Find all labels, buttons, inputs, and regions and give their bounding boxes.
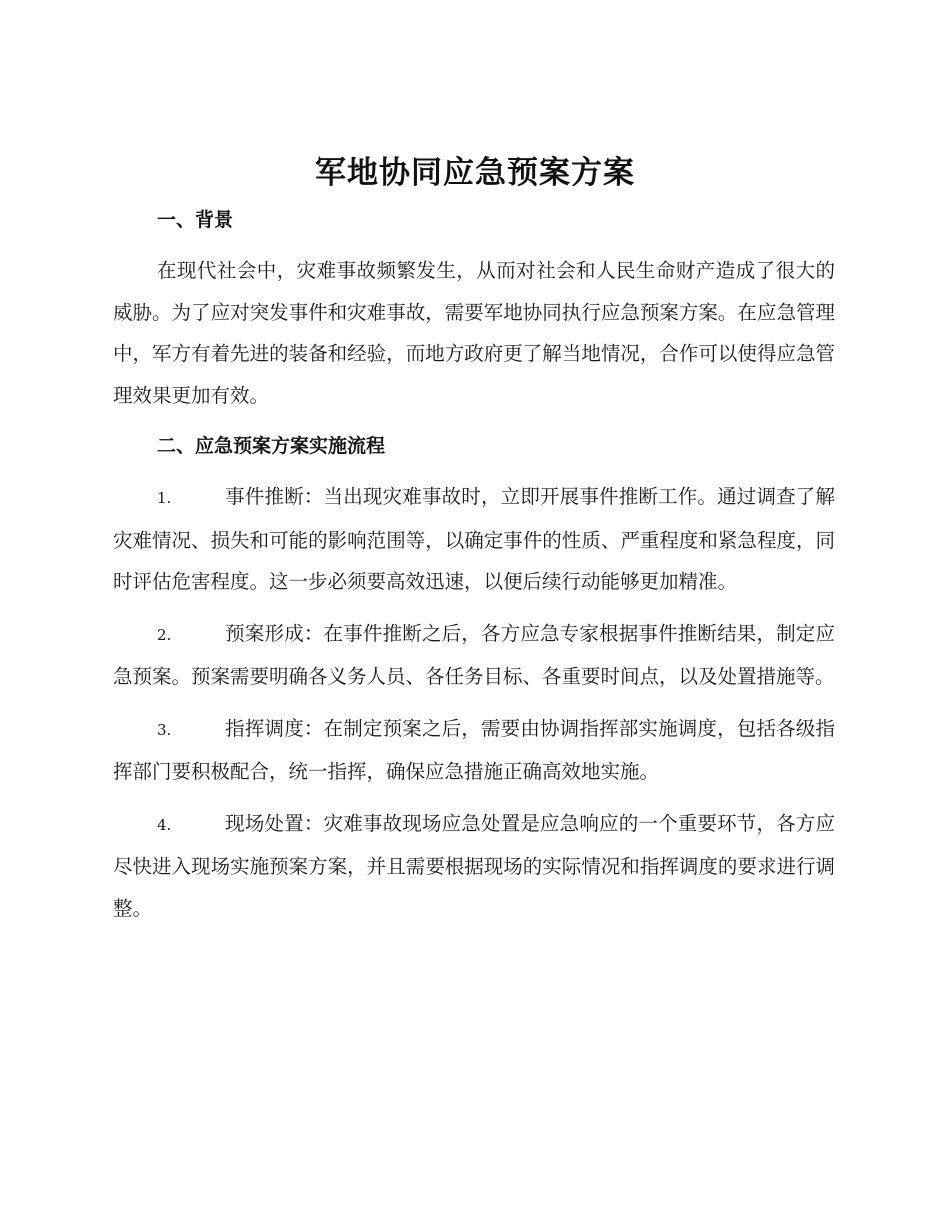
list-item-text: 预案形成：在事件推断之后，各方应急专家根据事件推断结果，制定应急预案。预案需要明确各义务人员、各任务目标、各重要时间点，以及处置措施等。 — [113, 621, 835, 688]
list-item — [113, 476, 835, 603]
document-body — [113, 200, 835, 929]
background-paragraph: 在现代社会中，灾难事故频繁发生，从而对社会和人民生命财产造成了很大的威胁。为了应对突发事件和灾难事故，需要军地协同执行应急预案方案。在应急管理中，军方有着先进的装备和经验，而地方政府更了解当地情况，合作可以使得应急管理效果更加有效。 — [113, 259, 835, 407]
list-item-number: 4. — [157, 815, 172, 834]
list-item-number: 3. — [157, 720, 172, 739]
document-title: 军地协同应急预案方案 — [315, 155, 635, 191]
list-item — [113, 708, 835, 793]
list-item — [113, 613, 835, 698]
section-heading-background: 一、背景 — [157, 209, 234, 231]
list-item-text: 指挥调度：在制定预案之后，需要由协调指挥部实施调度，包括各级指挥部门要积极配合，统一指挥，确保应急措施正确高效地实施。 — [113, 716, 835, 783]
list-item — [113, 803, 835, 930]
list-item-number: 1. — [157, 489, 172, 507]
list-item-text: 现场处置：灾难事故现场应急处置是应急响应的一个重要环节，各方应尽快进入现场实施预案方案，并且需要根据现场的实际情况和指挥调度的要求进行调整。 — [113, 811, 835, 920]
list-item-number: 2. — [157, 625, 172, 644]
list-item-text: 事件推断：当出现灾难事故时，立即开展事件推断工作。通过调查了解灾难情况、损失和可能的影响范围等，以确定事件的性质、严重程度和紧急程度，同时评估危害程度。这一步必须要高效迅速，以便后续行动能够更加精准。 — [113, 485, 835, 593]
section-heading-process: 二、应急预案方案实施流程 — [157, 435, 386, 457]
